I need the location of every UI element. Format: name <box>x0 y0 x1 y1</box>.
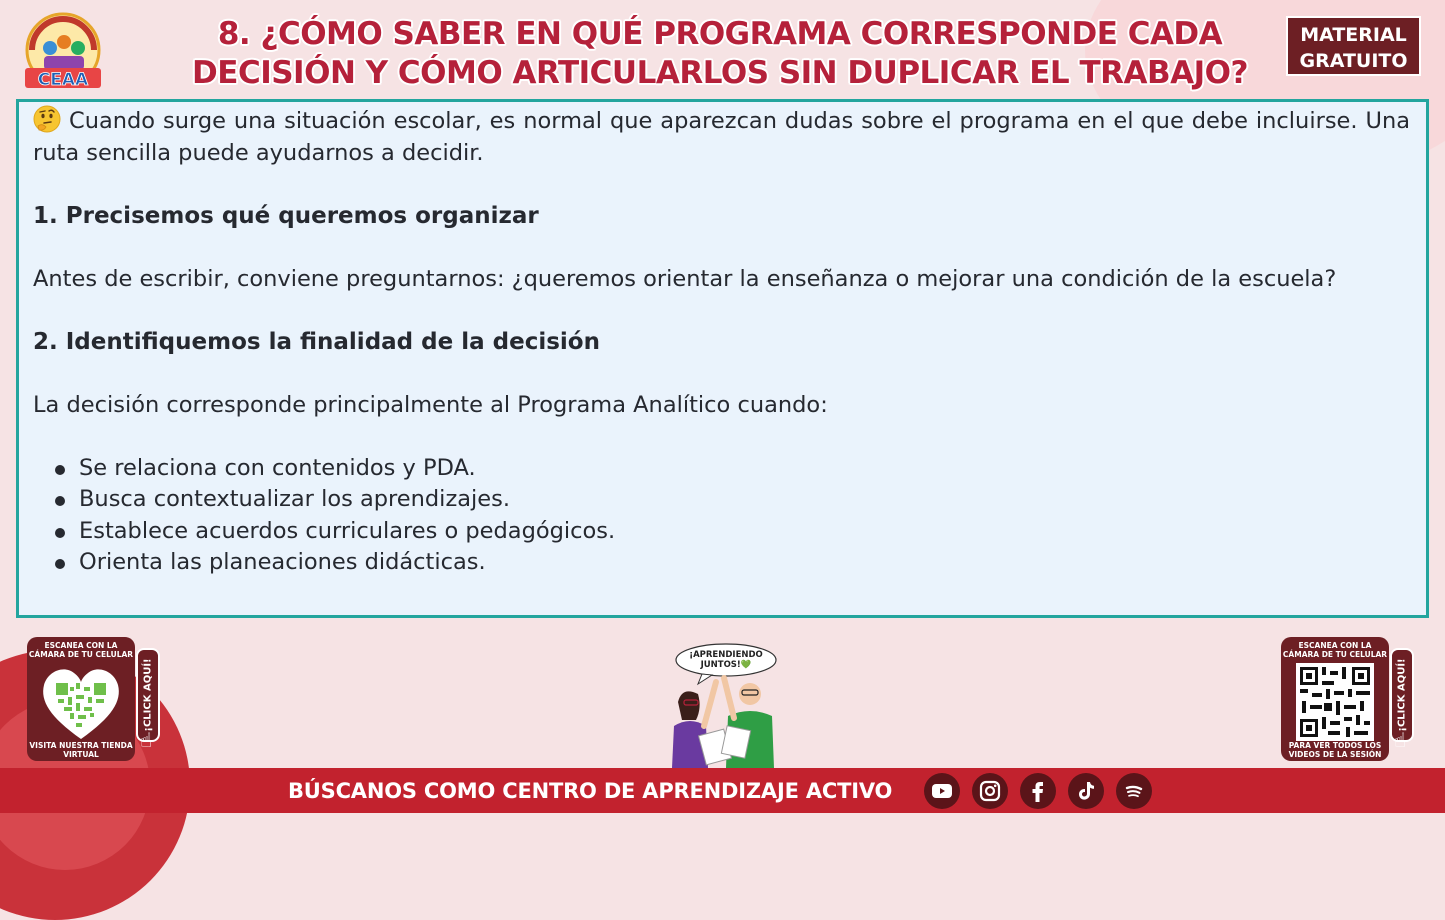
list-item: Se relaciona con contenidos y PDA. <box>79 453 1410 485</box>
qr-caption: VISITA NUESTRA TIENDA VIRTUAL <box>29 741 133 759</box>
mascot-illustration <box>662 642 782 768</box>
logo-text: CEAA <box>37 70 89 90</box>
free-material-badge <box>1286 16 1421 76</box>
instagram-icon[interactable] <box>972 773 1008 809</box>
section-paragraph-2: La decisión corresponde principalmente al Programa Analítico cuando: <box>33 391 828 418</box>
pointer-hand-icon: ☝ <box>140 728 153 752</box>
spotify-icon[interactable] <box>1116 773 1152 809</box>
badge-line-1: MATERIAL <box>1300 24 1407 46</box>
youtube-icon[interactable] <box>924 773 960 809</box>
section-heading-1: 1. Precisemos qué queremos organizar <box>33 202 539 229</box>
list-item: Establece acuerdos curriculares o pedagógicos. <box>79 516 1410 548</box>
footer-text: BÚSCANOS COMO CENTRO DE APRENDIZAJE ACTIVO <box>288 779 893 803</box>
facebook-icon[interactable] <box>1020 773 1056 809</box>
click-here-label: ¡CLICK AQUÍ! <box>142 658 154 732</box>
page-title <box>140 15 1300 93</box>
click-here-label: ¡CLICK AQUÍ! <box>1396 658 1408 732</box>
title-line-1: 8. ¿CÓMO SABER EN QUÉ PROGRAMA CORRESPONDE CADA <box>217 16 1223 52</box>
heart-qr-code <box>40 661 122 743</box>
intro-paragraph <box>33 105 1410 169</box>
ceaa-logo <box>22 12 104 90</box>
thinking-face-icon <box>33 105 61 133</box>
list-item: Busca contextualizar los aprendizajes. <box>79 484 1410 516</box>
title-line-2: DECISIÓN Y CÓMO ARTICULARLOS SIN DUPLICAR EL TRABAJO? <box>192 55 1248 91</box>
qr-caption: PARA VER TODOS LOS VIDEOS DE LA SESIÓN <box>1288 741 1382 759</box>
qr-instructions: ESCANEA CON LA CÁMARA DE TU CELULAR <box>1282 641 1388 659</box>
footer-bar <box>0 768 1445 813</box>
pointer-hand-icon: ☝ <box>1394 728 1407 752</box>
tiktok-icon[interactable] <box>1068 773 1104 809</box>
section-paragraph-1: Antes de escribir, conviene preguntarnos: ¿queremos orientar la enseñanza o mejorar una condición de la escuela? <box>33 265 1337 292</box>
intro-text: Cuando surge una situación escolar, es normal que aparezcan dudas sobre el programa en el que debe incluirse. Una ruta sencilla puede ayudarnos a decidir. <box>33 108 1410 166</box>
criteria-list <box>33 453 1410 579</box>
bubble-text: ¡APRENDIENDO JUNTOS!💚 <box>689 650 763 670</box>
content-panel <box>16 99 1429 618</box>
qr-code <box>1294 661 1376 743</box>
badge-line-2: GRATUITO <box>1299 50 1408 72</box>
list-item: Orienta las planeaciones didácticas. <box>79 547 1410 579</box>
section-heading-2: 2. Identifiquemos la finalidad de la decisión <box>33 328 600 355</box>
videos-qr-card[interactable] <box>1281 637 1389 761</box>
qr-instructions: ESCANEA CON LA CÁMARA DE TU CELULAR <box>28 641 134 659</box>
store-qr-card[interactable] <box>27 637 135 761</box>
